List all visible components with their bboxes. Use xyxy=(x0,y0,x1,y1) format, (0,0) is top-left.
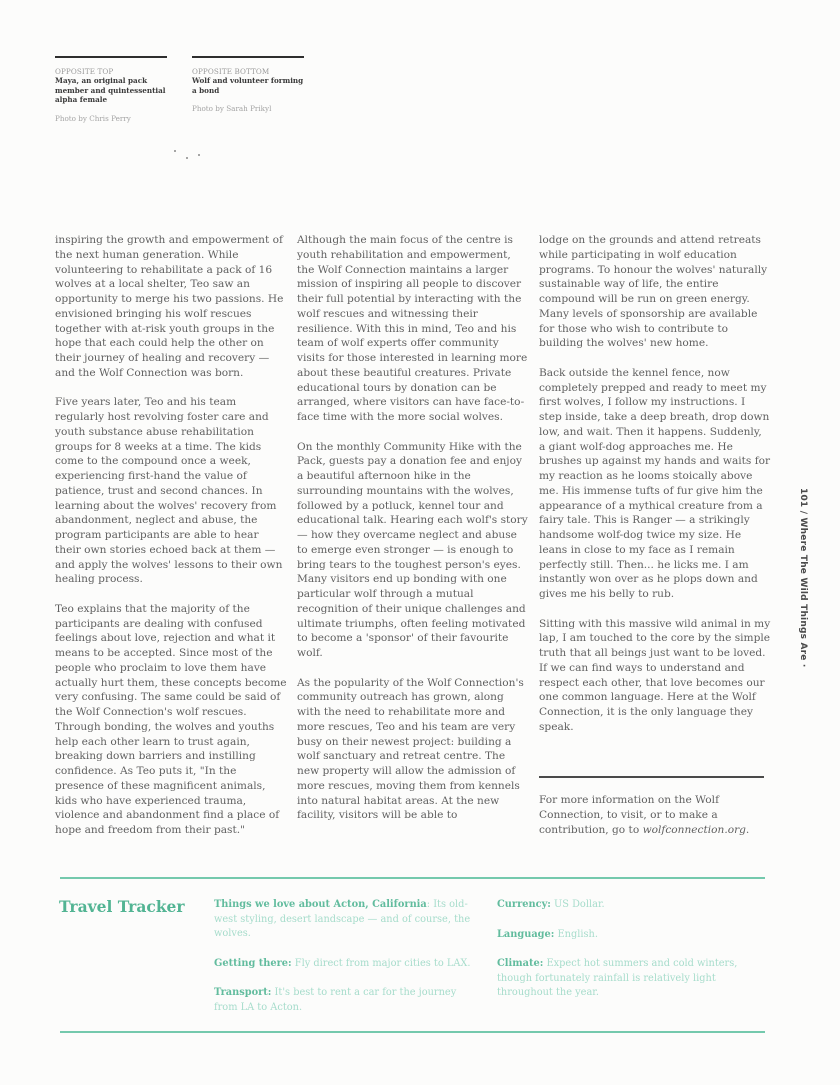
caption-label: OPPOSITE TOP xyxy=(55,67,114,76)
article-paragraph: inspiring the growth and empowerment of the next human generation. While volunteering to rehabilitate a pack of 16 wolves at a local shelter, Teo saw an opportunity to merge his two passions. He envisioned bringing his wolf rescues together with at-risk youth groups in the hope that each could help the other on their journey of healing and recovery — and the Wolf Connection was born. xyxy=(55,234,284,379)
page-folio: 101 / Where The Wild Things Are · xyxy=(798,488,808,668)
fact-label: Getting there: xyxy=(214,957,292,969)
travel-fact xyxy=(214,957,476,972)
more-info-note xyxy=(539,793,771,837)
travel-tracker-bottom-rule xyxy=(60,1031,765,1033)
article-paragraph: Teo explains that the majority of the participants are dealing with confused feelings about love, rejection and what it means to be accepted. Since most of the people who proclaim to love them have actually hurt them, these concepts become very confusing. The same could be said of the Wolf Connection's wolf rescues. Through bonding, the wolves and youths help each other learn to trust again, breaking down barriers and instilling confidence. As Teo puts it, "In the presence of these magnificent animals, kids who have experienced trauma, violence and abandonment find a place of hope and freedom from their past." xyxy=(55,602,287,836)
photo-credit: Photo by Chris Perry xyxy=(55,113,131,123)
fact-value: Fly direct from major cities to LAX. xyxy=(294,957,471,969)
article-column-1 xyxy=(55,233,287,853)
article-paragraph: lodge on the grounds and attend retreats while participating in wolf education programs. To honour the wolves' naturally sustainable way of life, the entire compound will be run on green energy. Many levels of sponsorship are available for those who wish to contribute to building the wolves' new home. xyxy=(539,234,768,350)
travel-fact xyxy=(214,986,476,1015)
fact-value: Its old-west styling, desert landscape — and of course, the wolves. xyxy=(214,899,471,940)
article-column-3 xyxy=(539,233,771,749)
fact-label: Currency: xyxy=(497,899,551,910)
photo-caption-opposite-bottom xyxy=(192,56,304,114)
fact-value: English. xyxy=(557,928,598,940)
photo-caption-opposite-top xyxy=(55,56,167,123)
fact-label: Transport: xyxy=(214,987,272,999)
article-paragraph: Although the main focus of the centre is youth rehabilitation and empowerment, the Wolf Connection maintains a larger mission of inspiring all people to discover their full potential by interacting with the wolf rescues and witnessing their resilience. With this in mind, Teo and his team of wolf experts offer community visits for those interested in learning more about these beautiful creatures. Private educational tours by donation can be arranged, where visitors can have face-to-face time with the more social wolves. xyxy=(297,234,528,423)
fact-sep: : xyxy=(426,899,434,910)
caption-description: Wolf and volunteer forming a bond xyxy=(192,76,304,95)
travel-tracker-column-2 xyxy=(497,898,759,1016)
article-column-2 xyxy=(297,233,529,838)
website-link[interactable]: wolfconnection.org xyxy=(642,823,746,836)
article-paragraph: On the monthly Community Hike with the Pack, guests pay a donation fee and enjoy a beautiful afternoon hike in the surrounding mountains with the wolves, followed by a potluck, kennel tour and educational talk. Hearing each wolf's story — how they overcame neglect and abuse to emerge even stronger — is enough to bring tears to the toughest person's eyes. Many visitors end up bonding with one particular wolf through a mutual recognition of their unique challenges and ultimate triumphs, often feeling motivated to become a 'sponsor' of their favourite wolf. xyxy=(297,440,528,659)
photo-credit: Photo by Sarah Prikyl xyxy=(192,104,272,114)
more-info-text: For more information on the Wolf Connection, to visit, or to make a contribution, go to xyxy=(539,794,719,836)
fact-label: Climate: xyxy=(497,958,544,970)
caption-rule xyxy=(192,56,304,58)
article-paragraph: Back outside the kennel fence, now completely prepped and ready to meet my first wolves, I follow my instructions. I step inside, take a deep breath, drop down low, and wait. Then it happens. Suddenly, a giant wolf-dog approaches me. He brushes up against my hands and waits for my reaction as he looms stoically above me. His immense tufts of fur give him the appearance of a mythical creature from a fairy tale. This is Ranger — a strikingly handsome wolf-dog twice my size. He leans in close to my face as I remain perfectly still. Then... he licks me. I am instantly won over as he plops down and gives me his belly to rub. xyxy=(539,366,771,600)
fact-value: US Dollar. xyxy=(554,899,605,910)
travel-tracker-top-rule xyxy=(60,877,765,879)
travel-tracker-title: Travel Tracker xyxy=(59,897,185,916)
more-info-end: . xyxy=(745,823,750,836)
caption-description: Maya, an original pack member and quintessential alpha female xyxy=(55,76,166,105)
fact-value: Expect hot summers and cold winters, though fortunately rainfall is relatively light throughout the year. xyxy=(497,958,738,999)
travel-fact xyxy=(497,898,759,913)
fact-label: Things we love about Acton, California xyxy=(214,899,427,910)
caption-label: OPPOSITE BOTTOM xyxy=(192,67,270,76)
fact-value: It's best to rent a car for the journey from LA to Acton. xyxy=(214,987,457,1013)
travel-fact xyxy=(497,957,759,1001)
fact-label: Language: xyxy=(497,928,555,940)
article-end-rule xyxy=(539,776,764,778)
travel-fact xyxy=(214,898,476,942)
article-paragraph: Sitting with this massive wild animal in my lap, I am touched to the core by the simple truth that all beings just want to be loved. If we can find ways to understand and respect each other, that love becomes our one common language. Here at the Wolf Connection, it is the only language they speak. xyxy=(539,617,771,733)
article-paragraph: Five years later, Teo and his team regularly host revolving foster care and youth substance abuse rehabilitation groups for 8 weeks at a time. The kids come to the compound once a week, experiencing first-hand the value of patience, trust and second chances. In learning about the wolves' recovery from abandonment, neglect and abuse, the program participants are able to hear their own stories echoed back at them — and apply the wolves' lessons to their own healing process. xyxy=(55,396,283,586)
article-paragraph: As the popularity of the Wolf Connection's community outreach has grown, along with the need to rehabilitate more and more rescues, Teo and his team are very busy on their newest project: building a wolf sanctuary and retreat centre. The new property will allow the admission of more rescues, moving them from kennels into natural habitat areas. At the new facility, visitors will be able to xyxy=(297,676,524,822)
travel-fact xyxy=(497,928,759,943)
print-specks xyxy=(170,148,210,162)
caption-rule xyxy=(55,56,167,58)
travel-tracker-column-1 xyxy=(214,898,476,1031)
